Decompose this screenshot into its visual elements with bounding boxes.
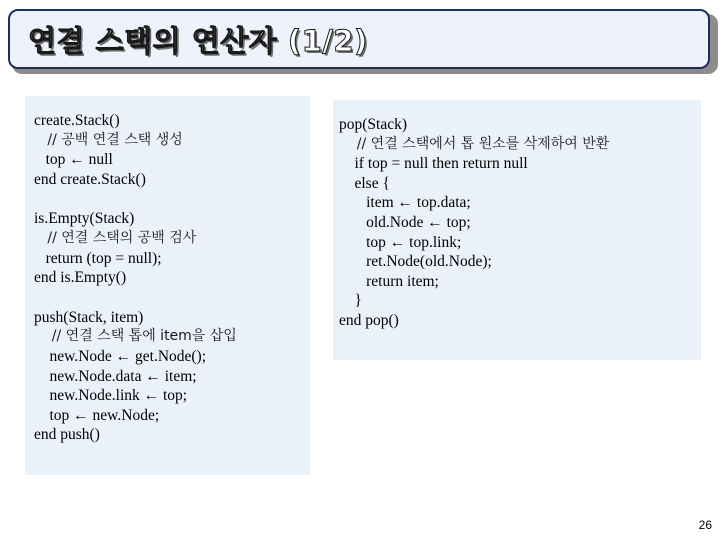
right-code-blocks — [339, 115, 701, 331]
code-line: pop(Stack) — [339, 116, 408, 133]
code-comment-line: // 연결 스택에서 톱 원소를 삭제하여 반환 — [339, 135, 610, 152]
code-block-push — [34, 308, 310, 445]
left-code-panel — [25, 96, 310, 475]
code-comment-line: // 연결 스택 톱에 item을 삽입 — [34, 328, 237, 345]
code-line: top ← new.Node; — [34, 406, 160, 424]
code-line: end push() — [34, 426, 100, 444]
code-line: new.Node.data ← item; — [34, 367, 197, 385]
code-line: top ← null — [34, 151, 113, 169]
code-block-pop — [339, 115, 701, 331]
code-line: if top = null then return null — [339, 155, 528, 173]
code-line: end pop() — [339, 311, 399, 329]
code-line: is.Empty(Stack) — [34, 210, 135, 228]
code-line: top ← top.link; — [339, 233, 462, 251]
code-comment-line: // 공백 연결 스택 생성 — [34, 131, 183, 148]
code-line: end create.Stack() — [34, 170, 146, 188]
code-line: new.Node.link ← top; — [34, 387, 188, 405]
code-line: item ← top.data; — [339, 194, 471, 212]
code-line: else { — [339, 174, 390, 192]
code-line: } — [339, 292, 362, 310]
code-line: return (top = null); — [34, 249, 162, 267]
code-block-is-empty — [34, 209, 310, 287]
code-comment-line: // 연결 스택의 공백 검사 — [34, 229, 197, 246]
page-number: 26 — [698, 518, 712, 532]
code-line: end is.Empty() — [34, 269, 127, 287]
left-code-blocks — [34, 111, 310, 445]
code-line: ret.Node(old.Node); — [339, 253, 492, 271]
page-title: 연결 스택의 연산자 (1/2) — [28, 23, 368, 58]
code-block-create-stack — [34, 111, 310, 189]
code-line: create.Stack() — [34, 112, 120, 129]
code-line: new.Node ← get.Node(); — [34, 347, 207, 365]
right-code-panel — [333, 100, 701, 360]
code-line: push(Stack, item) — [34, 308, 144, 326]
title-box — [8, 9, 710, 69]
code-line: return item; — [339, 272, 439, 290]
code-line: old.Node ← top; — [339, 213, 471, 231]
